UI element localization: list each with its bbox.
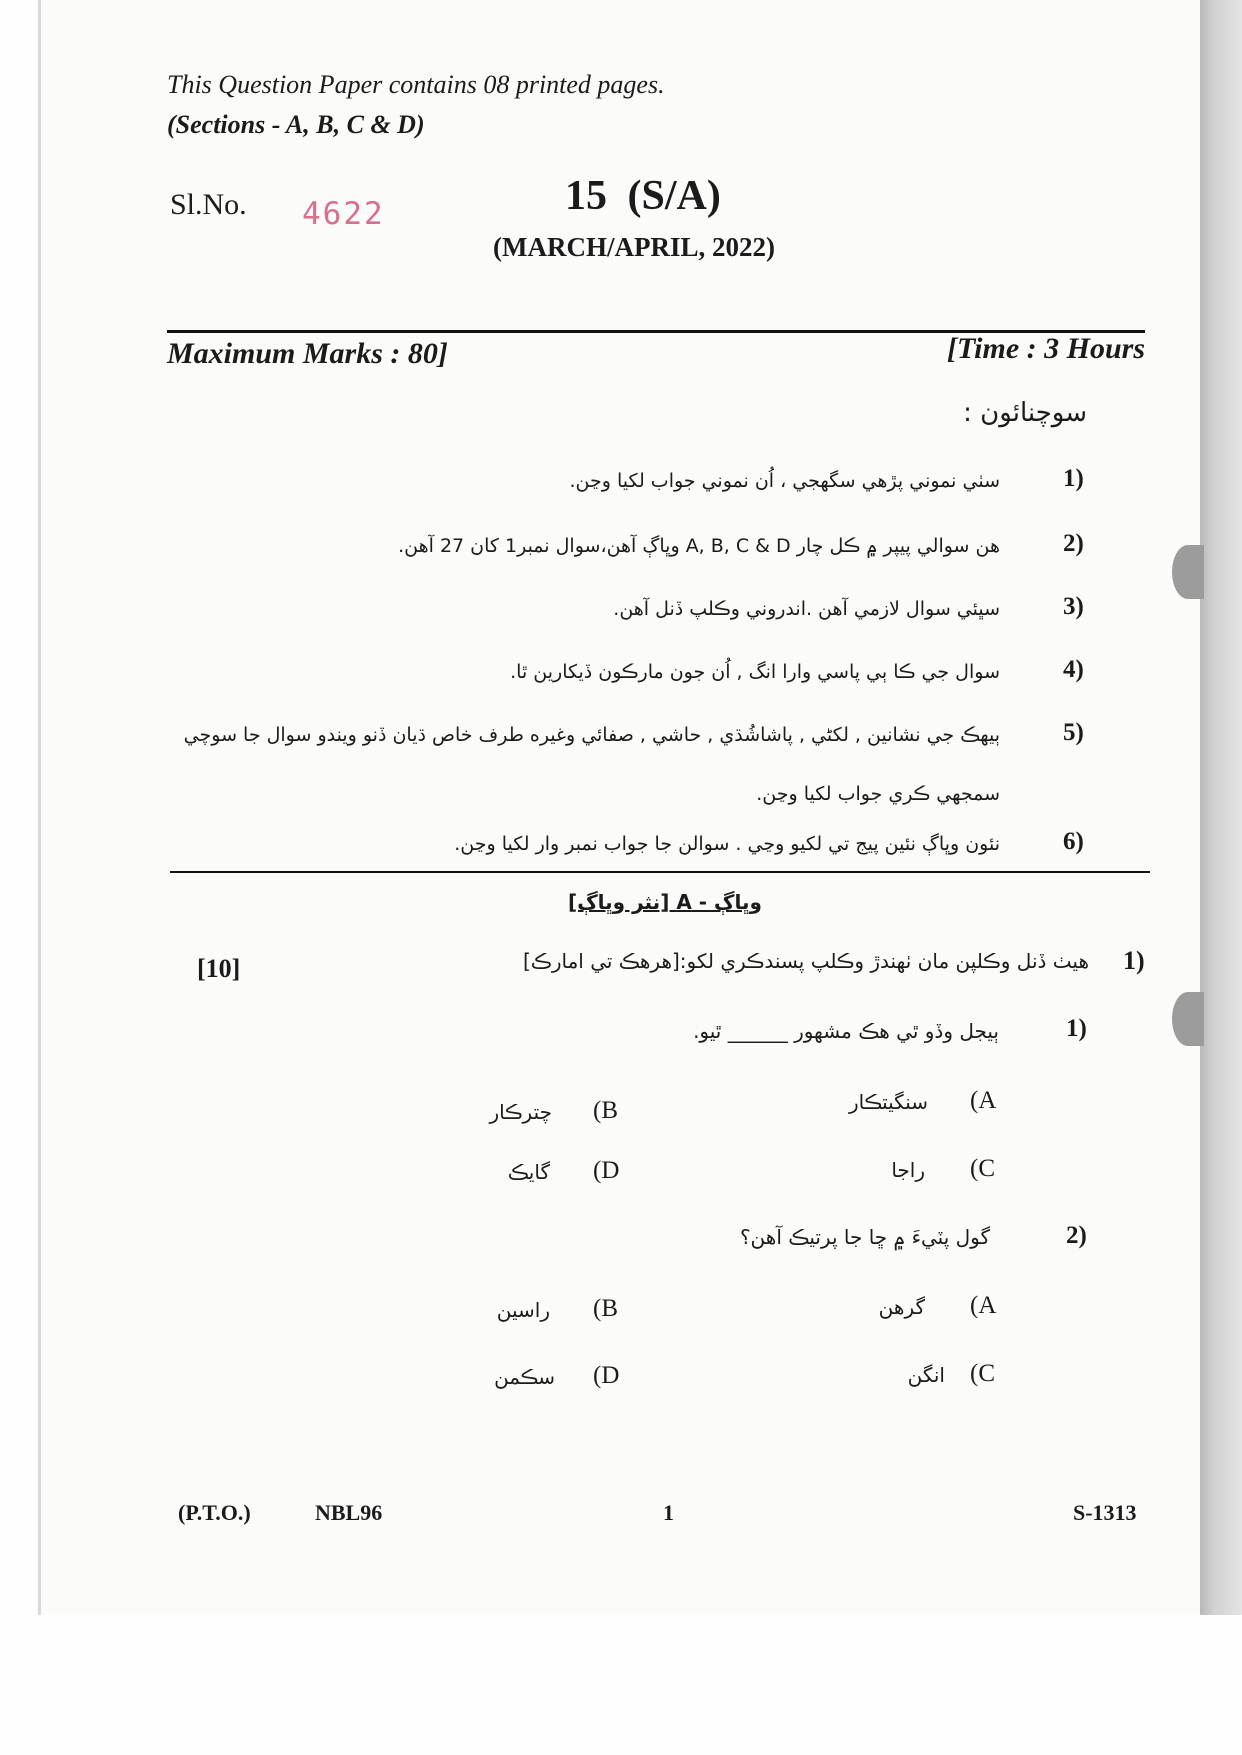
pages-note: This Question Paper contains 08 printed pages. [167,70,665,99]
pto-note: (P.T.O.) [178,1500,251,1525]
instruction-number: 5) [1063,719,1084,746]
subquestion-number: 2) [1066,1222,1087,1249]
serial-number-stamp: 4622 [302,196,385,232]
instruction-text: سوال جي ڪا ٻي پاسي وارا انگ , اُن جون مارڪون ڏيکارين ٿا. [510,661,1000,683]
question-number: 1) [1123,946,1145,975]
instruction-text-continued: سمجهي ڪري جواب لکيا وڃن. [756,783,1000,805]
option-label: (A [970,1292,997,1319]
instruction-text: سڀئي سوال لازمي آهن .اندروني وڪلپ ڏنل آهن. [613,598,1000,620]
page-number: 1 [663,1500,674,1525]
paper-code: 15 (S/A) [565,173,721,219]
option-text: گايڪ [507,1160,550,1184]
option-text: سڪمن [494,1365,555,1389]
paper-set-code: NBL96 [315,1500,383,1525]
question-text: هيٺ ڏنل وڪلپن مان ٺهندڙ وڪلپ پسندڪري لکو:[هرهڪ تي امارڪ] [522,949,1089,973]
exam-session: (MARCH/APRIL, 2022) [493,232,775,262]
subquestion-text: گول پٽيءَ ۾ ڇا جا پرتيڪ آهن؟ [739,1225,990,1249]
punch-hole [1172,545,1204,599]
instruction-number: 4) [1063,656,1084,683]
instruction-number: 3) [1063,593,1084,620]
series-code: S-1313 [1073,1500,1137,1525]
sections-note: (Sections - A, B, C & D) [167,110,425,139]
option-text: انگن [907,1363,945,1387]
option-text: راجا [891,1158,925,1182]
instruction-number: 2) [1063,530,1084,557]
instructions-heading: سوچنائون : [963,398,1087,428]
subquestion-text: ٻيجل وڏو ٿي هڪ مشهور ______ ٿيو. [693,1019,999,1043]
instruction-text: سٺي نموني پڙهي سگهجي ، اُن نموني جواب لکيا وڃن. [569,470,1000,492]
instruction-number: 6) [1063,828,1084,855]
subquestion-number: 1) [1066,1015,1087,1042]
option-text: چترڪار [489,1100,552,1124]
time-allowed: [Time : 3 Hours [946,332,1145,365]
scan-edge-right [1200,0,1242,1615]
option-label: (D [593,1362,620,1389]
option-label: (B [593,1097,618,1124]
option-text: گرهن [878,1295,925,1319]
instruction-number: 1) [1063,465,1084,492]
option-text: راسين [496,1298,550,1322]
option-label: (D [593,1157,620,1184]
section-heading: وڀاڳ - A [نثر وڀاڳ] [568,890,762,914]
instruction-text: هن سوالي پيپر ۾ ڪل چار A, B, C & D وڀاڳ آهن،سوال نمبر1 کان 27 آهن. [398,535,1000,557]
option-label: (C [970,1360,995,1387]
option-label: (B [593,1295,618,1322]
maximum-marks: Maximum Marks : 80] [167,337,448,370]
question-marks: [10] [197,954,241,983]
scan-edge-left [38,0,41,1615]
serial-label: Sl.No. [170,188,247,221]
option-label: (A [970,1087,997,1114]
option-label: (C [970,1155,995,1182]
punch-hole [1172,992,1204,1046]
instruction-text: ٻيهڪ جي نشانين , لکڻي , پاشاشُڌي , حاشي , صفائي وغيره طرف خاص ڌيان ڏنو ويندو سوال جا سوچي [183,724,1000,746]
section-divider [170,871,1150,873]
instruction-text: نئون وڀاڳ نئين پيج تي لکيو وڃي . سوالن جا جواب نمبر وار لکيا وڃن. [454,833,1000,855]
option-text: سنگيتڪار [848,1090,928,1114]
